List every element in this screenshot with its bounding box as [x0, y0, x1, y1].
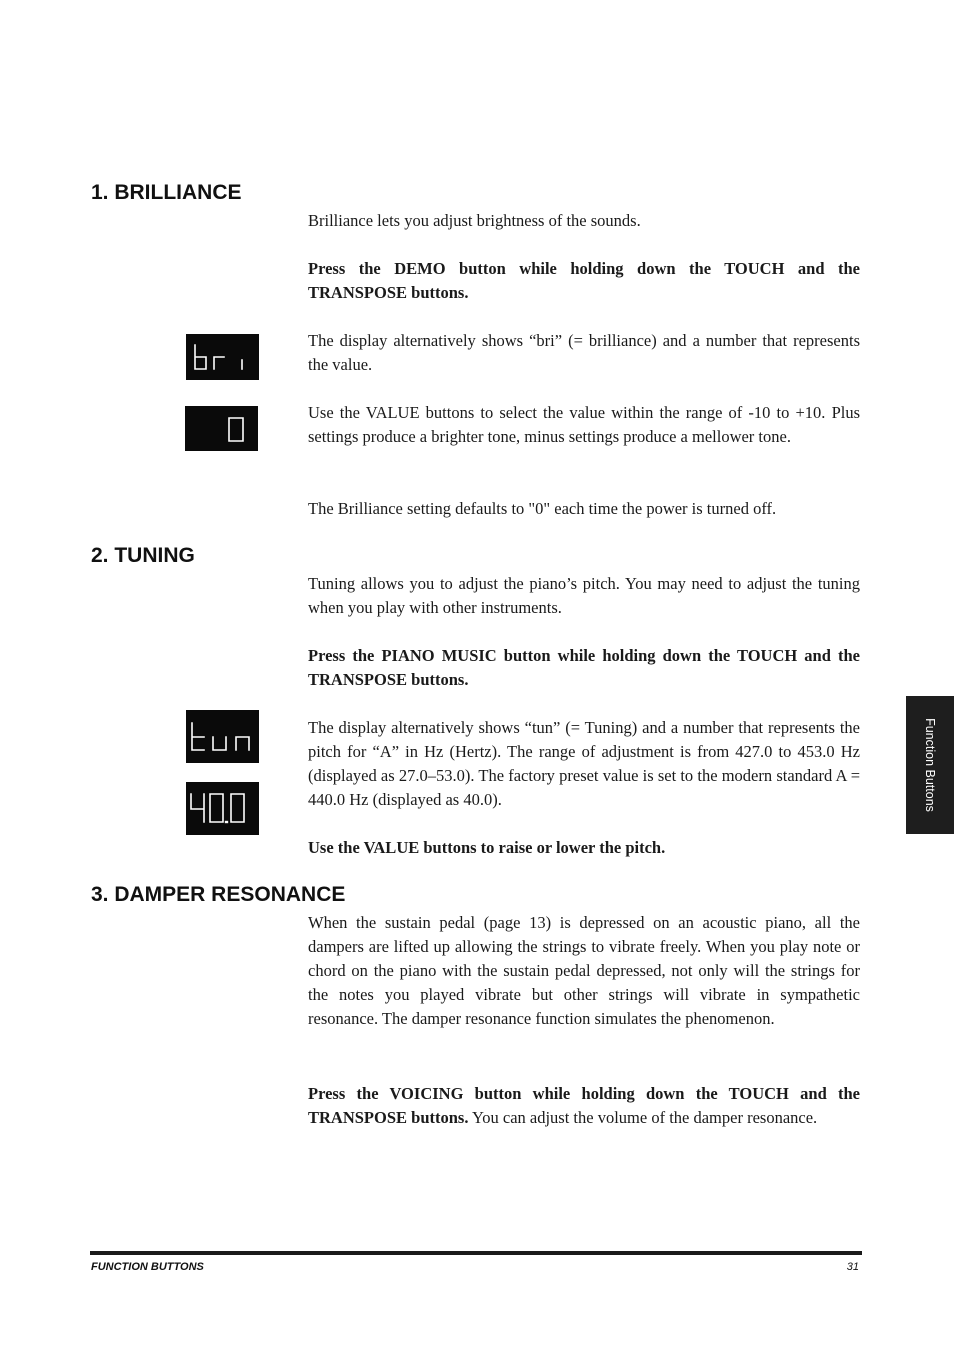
lcd-segments-brilliance-value: [185, 406, 258, 451]
brilliance-instruction: Press the DEMO button while holding down the TOUCH and the TRANSPOSE buttons.: [308, 259, 860, 302]
brilliance-intro: Brilliance lets you adjust brightness of the sounds.: [308, 211, 641, 230]
tuning-value-instruction: Use the VALUE buttons to raise or lower the pitch.: [308, 838, 666, 857]
section-heading-tuning: 2. TUNING: [91, 544, 195, 567]
lcd-display-tun: [186, 710, 259, 763]
brilliance-default-note: The Brilliance setting defaults to "0" each time the power is turned off.: [308, 499, 777, 518]
side-tab-label: Function Buttons: [923, 718, 937, 812]
damper-resonance-instruction-rest: You can adjust the volume of the damper resonance.: [468, 1108, 818, 1127]
section-heading-brilliance: 1. BRILLIANCE: [91, 181, 242, 204]
brilliance-value-range: Use the VALUE buttons to select the value within the range of -10 to +10. Plus settings produce a brighter tone, minus settings produce a mellower tone.: [308, 403, 860, 446]
page-number: 31: [846, 1261, 859, 1273]
tuning-intro: Tuning allows you to adjust the piano’s pitch. You may need to adjust the tuning when you play with other instruments.: [308, 574, 860, 617]
tuning-display-description: The display alternatively shows “tun” (= Tuning) and a number that represents the pitch for “A” in Hz (Hertz). The range of adjustment is from 427.0 to 453.0 Hz (displayed as 27.0–53.0). The factory preset value is set to the modern standard A = 440.0 Hz (displayed as 40.0).: [308, 718, 860, 809]
lcd-segments-tuning-value: [186, 782, 259, 835]
side-tab: [906, 696, 954, 834]
tuning-instruction: Press the PIANO MUSIC button while holding down the TOUCH and the TRANSPOSE buttons.: [308, 646, 860, 689]
lcd-segments-tun: [186, 710, 259, 763]
footer-section-title: FUNCTION BUTTONS: [91, 1261, 204, 1273]
lcd-segments-bri: [186, 334, 259, 380]
lcd-display-tuning-value: [186, 782, 259, 835]
section-heading-damper-resonance: 3. DAMPER RESONANCE: [91, 883, 346, 906]
damper-resonance-instruction: [308, 1082, 860, 1130]
lcd-display-brilliance-value: [185, 406, 258, 451]
brilliance-display-description: The display alternatively shows “bri” (= brilliance) and a number that represents the value.: [308, 331, 860, 374]
damper-resonance-intro: When the sustain pedal (page 13) is depressed on an acoustic piano, all the dampers are lifted up allowing the strings to vibrate freely. When you play note or chord on the piano with the sustain pedal depressed, not only will the strings for the notes you played vibrate but other strings will vibrate in sympathetic resonance. The damper resonance function simulates the phenomenon.: [308, 913, 860, 1028]
damper-resonance-instruction-bold: Press the VOICING button while holding down the TOUCH and the TRANSPOSE buttons.: [308, 1084, 860, 1127]
lcd-display-bri: [186, 334, 259, 380]
footer-rule: [90, 1251, 862, 1255]
